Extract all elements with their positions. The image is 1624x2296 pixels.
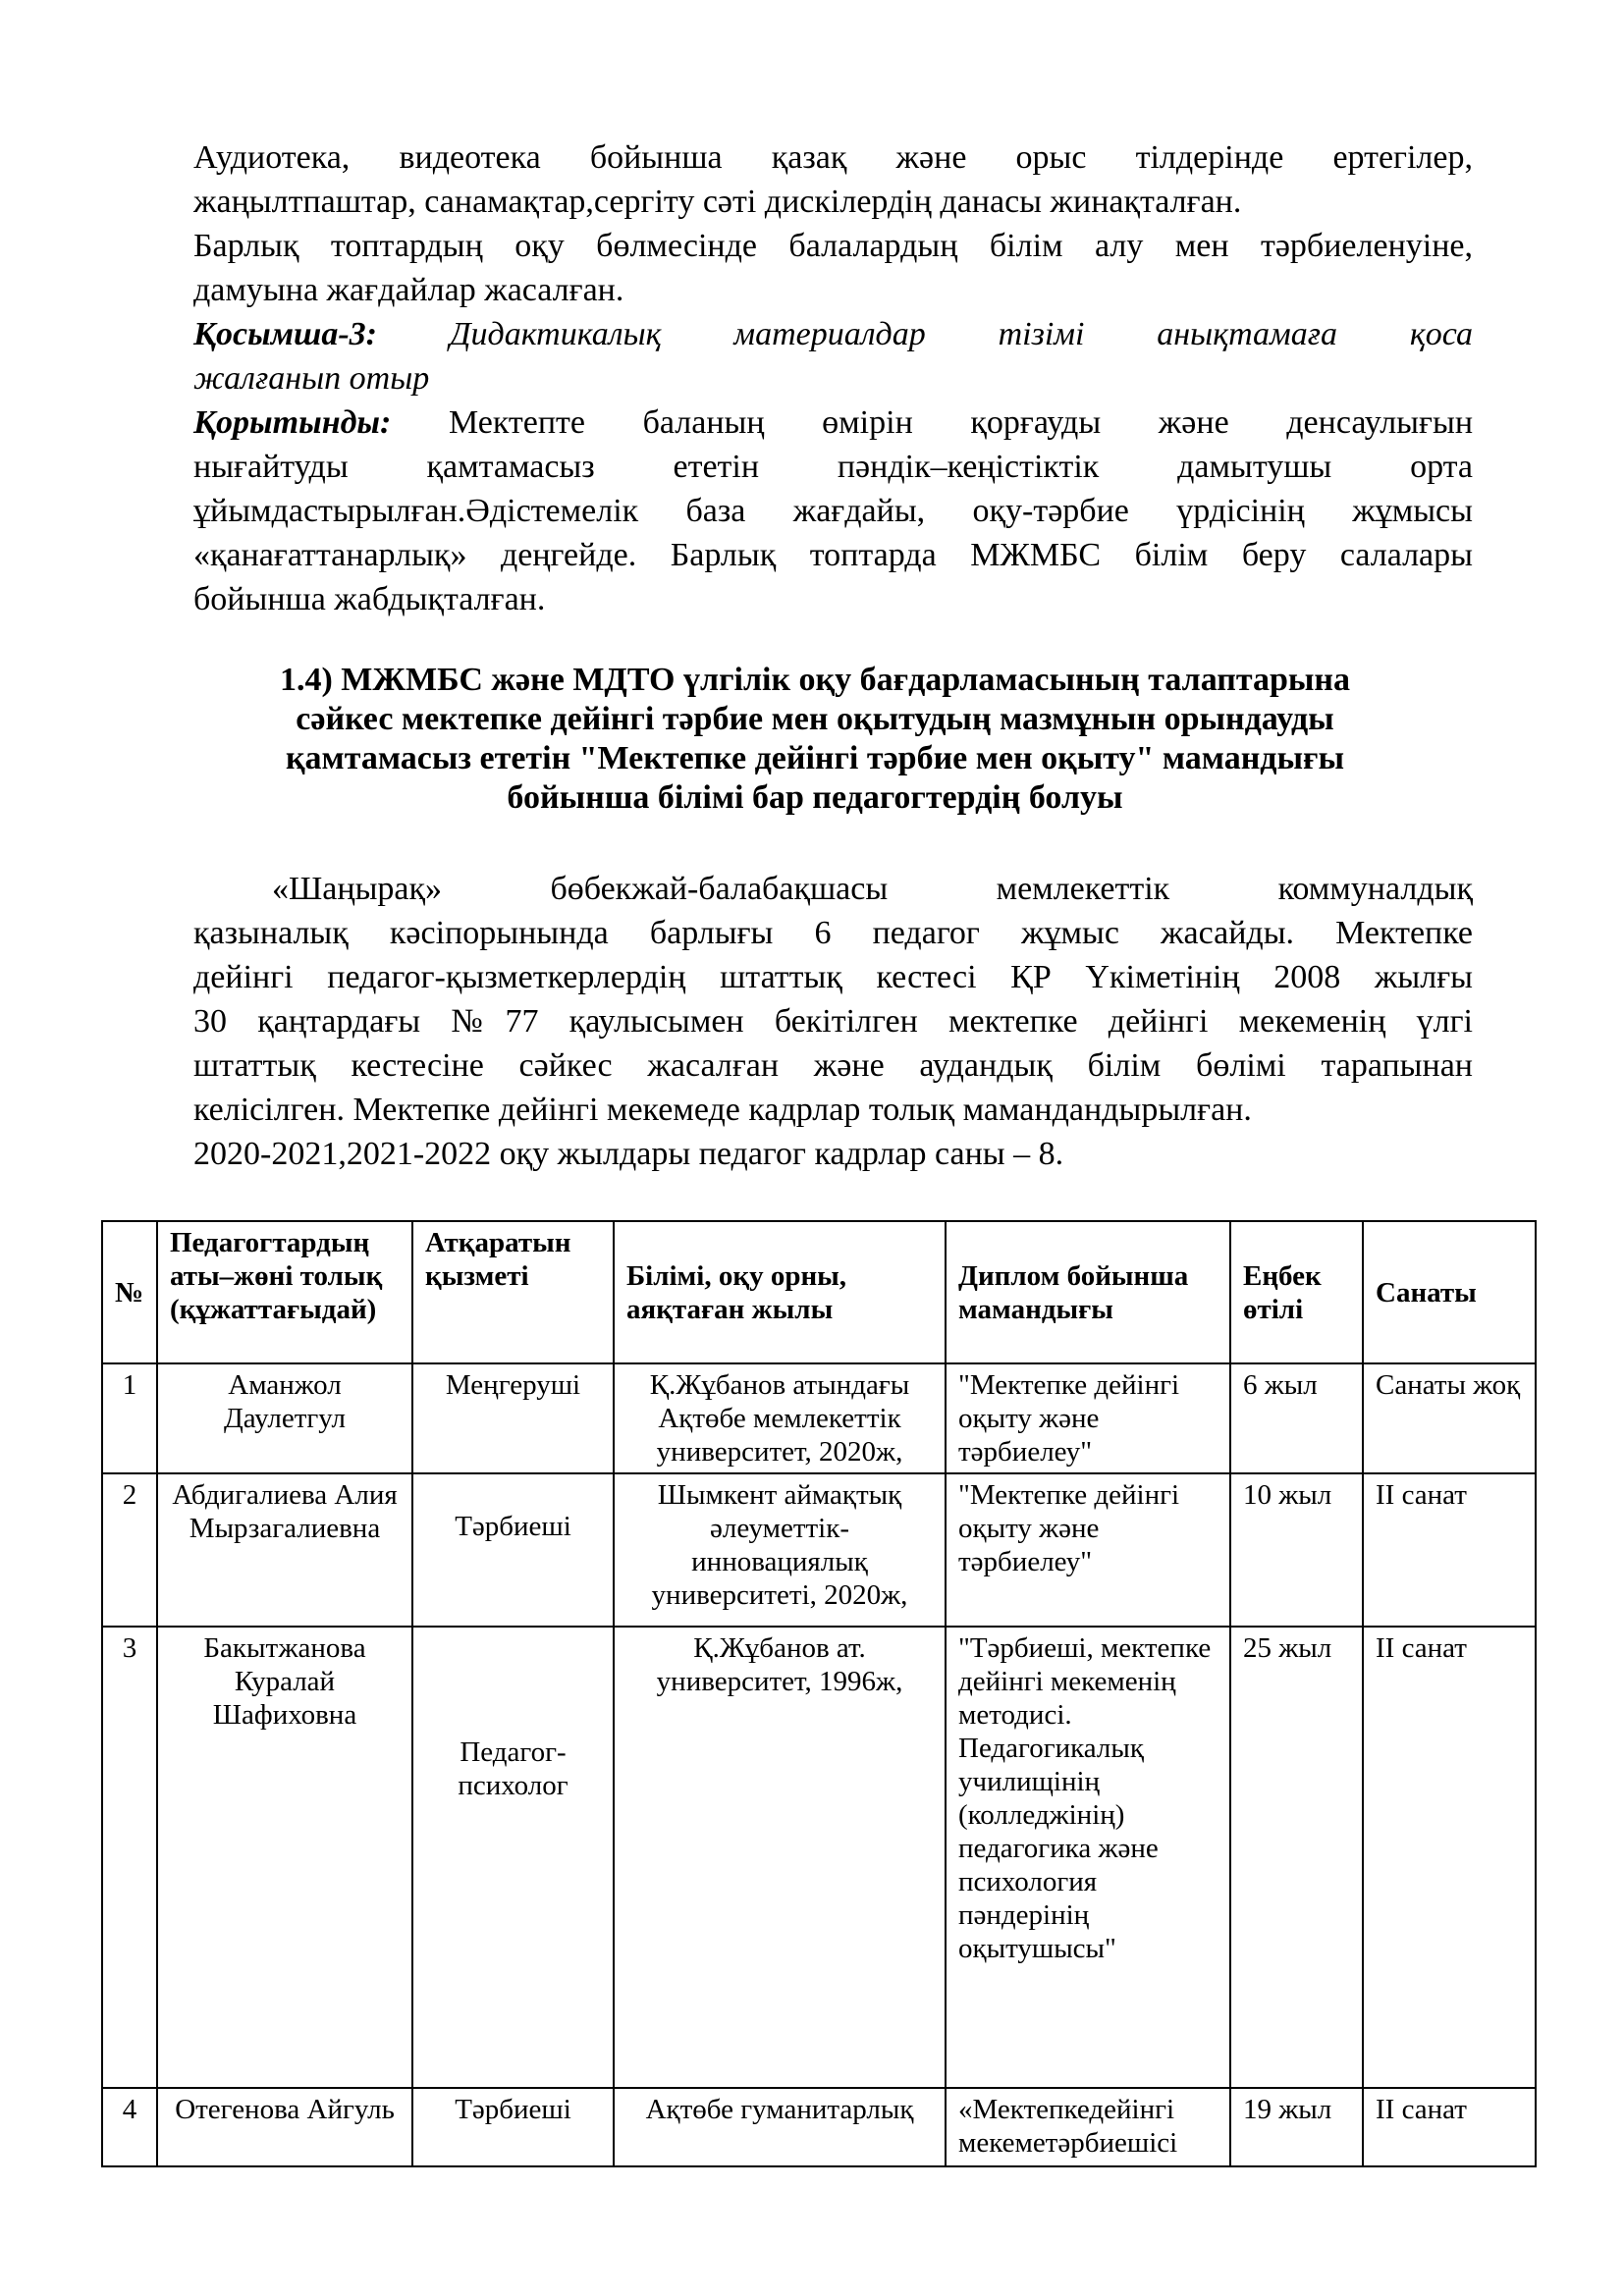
intro-paragraph (193, 135, 1473, 312)
appendix-line: жалғанып отыр (193, 360, 430, 397)
text-line: 2020-2021,2021-2022 оқу жылдары педагог кадрлар саны – 8. (193, 1136, 1064, 1172)
cell-experience: 10 жыл (1230, 1473, 1363, 1627)
text-line: жаңылтпаштар, санамақтар,сергіту сәті дискілердің данасы жинақталған. (193, 184, 1242, 220)
conclusion-text: Мектепте баланың өмірін қорғауды және денсаулығын (448, 404, 1474, 441)
cell-category: II санат (1363, 1627, 1536, 2088)
text-line: «Шаңырақ» бөбекжай-балабақшасы мемлекеттік коммуналдық (272, 871, 1473, 907)
cell-name: Отегенова Айгуль (157, 2088, 412, 2166)
table-row (102, 1473, 1536, 1627)
cell-position: Тәрбиеші (412, 2088, 614, 2166)
text-line: 30 қаңтардағы №77 қаулысымен бекітілген мектепке дейінгі мекеменің үлгі (193, 1003, 1473, 1040)
conclusion-paragraph (193, 400, 1473, 621)
cell-num: 2 (102, 1473, 157, 1627)
appendix-line (193, 312, 1473, 356)
text-line: келісілген. Мектепке дейінгі мекемеде кадрлар толық мамандандырылған. (193, 1092, 1252, 1128)
header-specialty: Диплом бойынша мамандығы (946, 1221, 1230, 1363)
text-line: қазыналық кәсіпорынында барлығы 6 педагог жұмыс жасайды. Мектепке (193, 915, 1473, 951)
cell-position: Педагог-психолог (412, 1627, 614, 2088)
staff-table (101, 1220, 1537, 2167)
text-line: ұйымдастырылған.Әдістемелік база жағдайы, оқу-тәрбие үрдісінің жұмысы (193, 493, 1473, 529)
heading-line: бойынша білімі бар педагогтердің болуы (507, 779, 1123, 816)
section-heading (157, 661, 1473, 818)
table-row (102, 1363, 1536, 1473)
appendix-text: Дидактикалық материалдар тізімі анықтамаға қоса (449, 316, 1473, 352)
cell-category: II санат (1363, 1473, 1536, 1627)
header-name: Педагогтардың аты–жөні толық (құжаттағыдай) (157, 1221, 412, 1363)
heading-line: 1.4) МЖМБС және МДТО үлгілік оқу бағдарламасының талаптарына (279, 662, 1351, 698)
cell-specialty: "Мектепке дейінгі оқыту және тәрбиелеу" (946, 1473, 1230, 1627)
cell-position: Тәрбиеші (412, 1473, 614, 1627)
table-header-row (102, 1221, 1536, 1363)
cell-category: Санаты жоқ (1363, 1363, 1536, 1473)
cell-specialty: «Мектепкедейінгі мекеметәрбиешісі (946, 2088, 1230, 2166)
appendix-note (193, 312, 1473, 400)
cell-experience: 19 жыл (1230, 2088, 1363, 2166)
header-education: Білімі, оқу орны, аяқтаған жылы (614, 1221, 946, 1363)
text-line: Аудиотека, видеотека бойынша қазақ және орыс тілдерінде ертегілер, (193, 139, 1473, 176)
heading-line: сәйкес мектепке дейінгі тәрбие мен оқытудың мазмұнын орындауды (296, 701, 1334, 737)
cell-education: Шымкент аймақтық әлеуметтік-инновациялық университеті, 2020ж, (614, 1473, 946, 1627)
header-num: № (102, 1221, 157, 1363)
cell-name: Аманжол Даулетгул (157, 1363, 412, 1473)
cell-specialty: "Тәрбиеші, мектепке дейінгі мекеменің методисі. Педагогикалық училищінің (колледжінің) педагогика және психология пәндерінің оқытушысы" (946, 1627, 1230, 2088)
cell-education: Ақтөбе гуманитарлық (614, 2088, 946, 2166)
conclusion-label: Қорытынды: (193, 404, 392, 441)
cell-num: 1 (102, 1363, 157, 1473)
cell-num: 3 (102, 1627, 157, 2088)
table-row (102, 2088, 1536, 2166)
header-experience: Еңбек өтілі (1230, 1221, 1363, 1363)
cell-num: 4 (102, 2088, 157, 2166)
cell-education: Қ.Жұбанов атындағы Ақтөбе мемлекеттік университет, 2020ж, (614, 1363, 946, 1473)
text-line: дамуына жағдайлар жасалған. (193, 272, 624, 308)
conclusion-line (193, 400, 1473, 445)
heading-line: қамтамасыз ететін "Мектепке дейінгі тәрбие мен оқыту" мамандығы (285, 740, 1345, 776)
cell-experience: 25 жыл (1230, 1627, 1363, 2088)
appendix-label: Қосымша-3: (193, 316, 377, 352)
staff-paragraph (193, 867, 1473, 1176)
cell-education: Қ.Жұбанов ат. университет, 1996ж, (614, 1627, 946, 2088)
cell-position: Меңгеруші (412, 1363, 614, 1473)
text-line: «қанағаттанарлық» деңгейде. Барлық топтарда МЖМБС білім беру салалары (193, 537, 1473, 573)
text-line: нығайтуды қамтамасыз ететін пәндік–кеңістіктік дамытушы орта (193, 449, 1473, 485)
cell-category: II санат (1363, 2088, 1536, 2166)
header-position: Атқаратын қызметі (412, 1221, 614, 1363)
cell-name: Абдигалиева Алия Мырзагалиевна (157, 1473, 412, 1627)
text-line: дейінгі педагог-қызметкерлердің штаттық кестесі ҚР Үкіметінің 2008 жылғы (193, 959, 1473, 995)
text-line: Барлық топтардың оқу бөлмесінде балалардың білім алу мен тәрбиеленуіне, (193, 228, 1473, 264)
cell-experience: 6 жыл (1230, 1363, 1363, 1473)
text-line: бойынша жабдықталған. (193, 581, 546, 617)
table-row (102, 1627, 1536, 2088)
text-line: штаттық кестесіне сәйкес жасалған және аудандық білім бөлімі тарапынан (193, 1047, 1473, 1084)
header-category: Санаты (1363, 1221, 1536, 1363)
cell-specialty: "Мектепке дейінгі оқыту және тәрбиелеу" (946, 1363, 1230, 1473)
cell-name: Бакытжанова Куралай Шафиховна (157, 1627, 412, 2088)
